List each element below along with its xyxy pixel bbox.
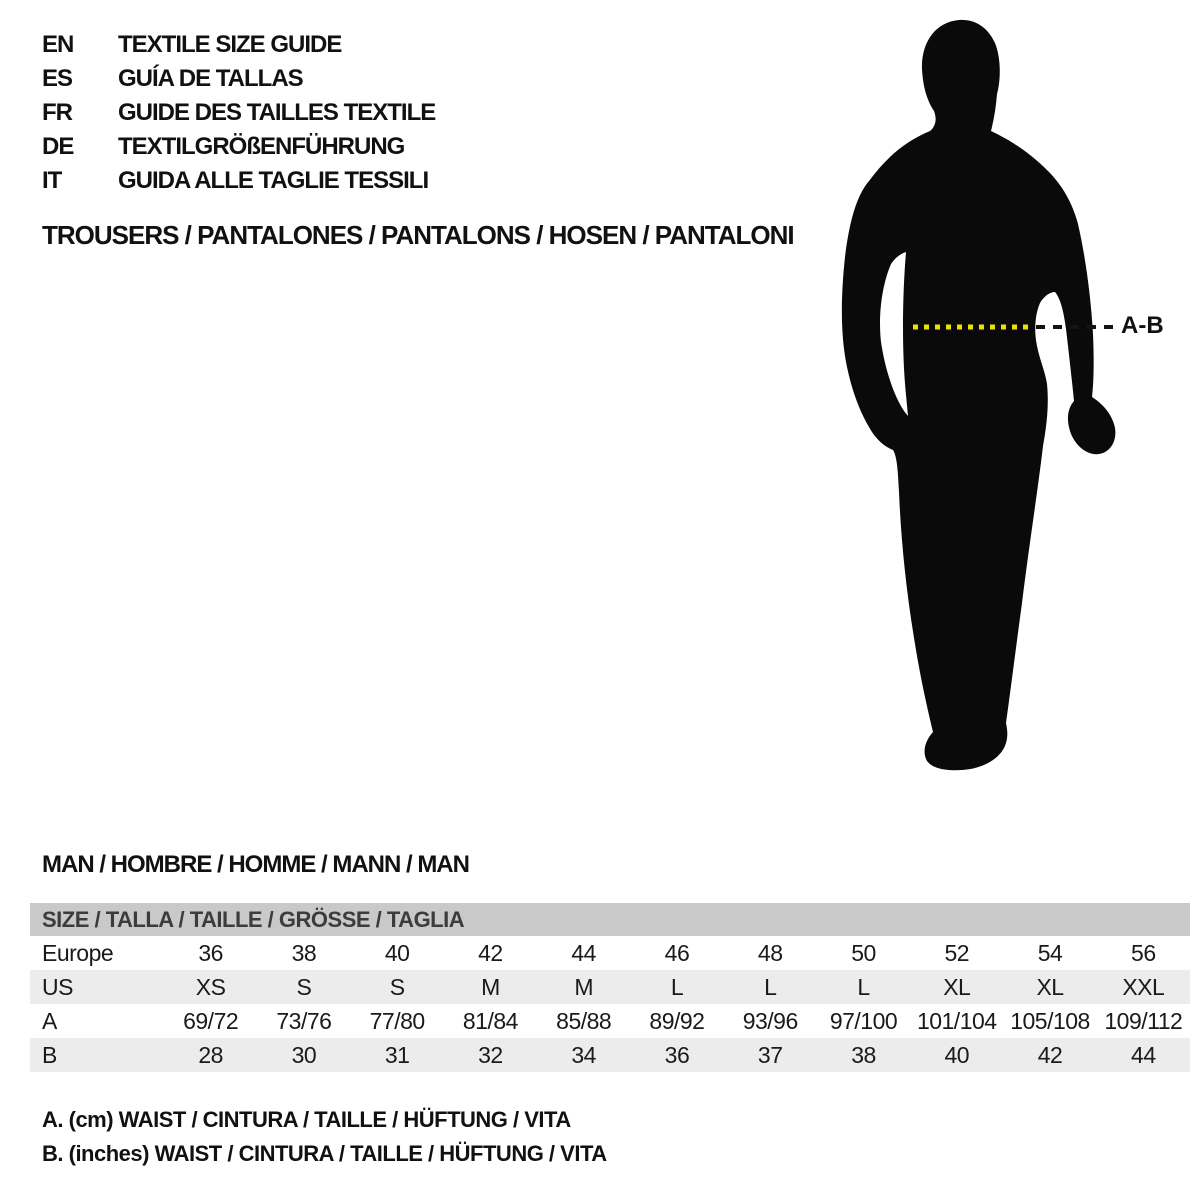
cell: 42 — [1037, 1041, 1063, 1068]
measure-label: A-B — [1121, 312, 1164, 339]
cell: 48 — [757, 939, 783, 966]
footnote-b: B. (inches) WAIST / CINTURA / TAILLE / HÜFTUNG / VITA — [42, 1141, 607, 1166]
cell: 38 — [851, 1041, 876, 1068]
cell: S — [389, 973, 405, 1000]
language-code: IT — [42, 167, 62, 194]
language-title: TEXTILE SIZE GUIDE — [118, 31, 342, 58]
table-row-a-cm — [30, 1004, 1190, 1038]
cell: S — [296, 973, 312, 1000]
cell: 36 — [664, 1041, 690, 1068]
cell: 40 — [384, 939, 410, 966]
cell: M — [481, 973, 500, 1000]
cell: 31 — [384, 1041, 410, 1068]
cell: 54 — [1037, 939, 1063, 966]
cell: 34 — [571, 1041, 596, 1068]
cell: 32 — [478, 1041, 503, 1068]
cell: 73/76 — [276, 1007, 332, 1034]
cell: 52 — [944, 939, 970, 966]
language-title: GUIDA ALLE TAGLIE TESSILI — [118, 167, 429, 194]
cell: L — [670, 973, 684, 1000]
language-title: TEXTILGRÖßENFÜHRUNG — [118, 133, 405, 160]
cell: 56 — [1131, 939, 1156, 966]
cell: 36 — [198, 939, 223, 966]
language-code: DE — [42, 133, 74, 160]
cell: 81/84 — [462, 1007, 518, 1034]
language-code: FR — [42, 99, 72, 126]
cell: 85/88 — [556, 1007, 612, 1034]
cell: 93/96 — [742, 1007, 798, 1034]
cell: 50 — [851, 939, 876, 966]
size-table-header: SIZE / TALLA / TAILLE / GRÖSSE / TAGLIA — [30, 903, 1190, 936]
language-code: EN — [42, 31, 74, 58]
row-label: A — [42, 1007, 57, 1034]
cell: 69/72 — [183, 1007, 239, 1034]
cell: 77/80 — [369, 1007, 425, 1034]
size-table-grid — [30, 936, 1190, 1072]
cell: 38 — [291, 939, 317, 966]
cell: 46 — [664, 939, 690, 966]
cell: 37 — [757, 1041, 783, 1068]
table-row-europe — [30, 936, 1190, 970]
language-title: GUÍA DE TALLAS — [118, 65, 303, 92]
cell: L — [857, 973, 870, 1000]
footnotes — [42, 1103, 607, 1171]
table-row-b-inches — [30, 1038, 1190, 1072]
category-title: TROUSERS / PANTALONES / PANTALONS / HOSEN / PANTALONI — [42, 220, 794, 250]
cell: XXL — [1122, 973, 1165, 1000]
cell: 44 — [1131, 1041, 1156, 1068]
cell: 40 — [944, 1041, 970, 1068]
cell: M — [574, 973, 594, 1000]
cell: 89/92 — [649, 1007, 705, 1034]
row-label: Europe — [42, 939, 114, 966]
cell: 30 — [291, 1041, 317, 1068]
cell: XS — [195, 973, 226, 1000]
cell: 28 — [198, 1041, 223, 1068]
size-table — [30, 903, 1190, 1072]
cell: 101/104 — [916, 1007, 997, 1034]
language-code: ES — [42, 65, 73, 92]
language-title: GUIDE DES TAILLES TEXTILE — [118, 99, 436, 126]
row-label: B — [42, 1041, 57, 1068]
cell: 44 — [571, 939, 596, 966]
cell: 42 — [478, 939, 503, 966]
row-label: US — [42, 973, 73, 1000]
cell: 109/112 — [1104, 1007, 1183, 1034]
footnote-a: A. (cm) WAIST / CINTURA / TAILLE / HÜFTUNG / VITA — [42, 1107, 571, 1132]
cell: XL — [943, 973, 971, 1000]
table-row-us — [30, 970, 1190, 1004]
cell: 97/100 — [829, 1007, 898, 1034]
cell: XL — [1036, 973, 1064, 1000]
man-silhouette-icon — [810, 5, 1190, 795]
section-title-man: MAN / HOMBRE / HOMME / MANN / MAN — [42, 851, 469, 878]
cell: L — [764, 973, 777, 1000]
cell: 105/108 — [1010, 1007, 1090, 1034]
